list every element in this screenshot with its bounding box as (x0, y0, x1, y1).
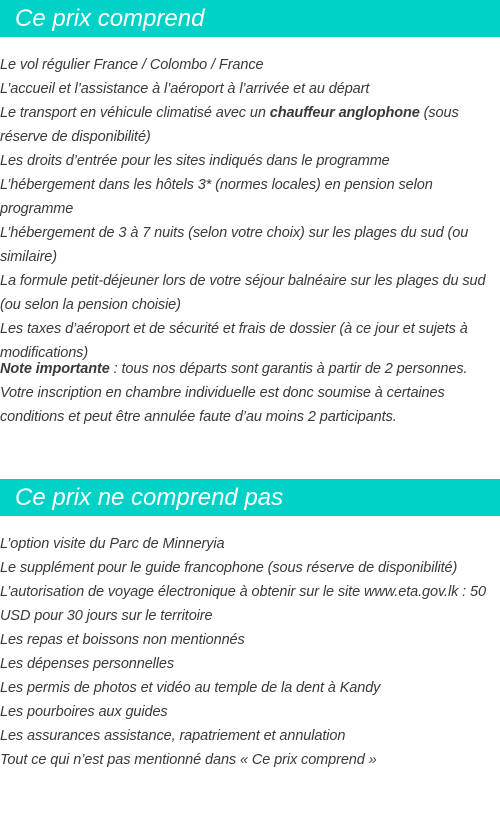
list-item: Les repas et boissons non mentionnés (0, 632, 245, 648)
list-item-text: Le transport en véhicule climatisé avec un (0, 105, 270, 121)
list-item: Tout ce qui n’est pas mentionné dans « Ce prix comprend » (0, 752, 377, 768)
list-item: La formule petit-déjeuner lors de votre séjour balnéaire sur les plages du sud (ou selon la pension choisie) (0, 273, 486, 313)
list-item: Les droits d’entrée pour les sites indiqués dans le programme (0, 153, 390, 169)
list-item: Le supplément pour le guide francophone (sous réserve de disponibilité) (0, 560, 458, 576)
note-label: Note importante (0, 361, 110, 377)
list-item: L’hébergement dans les hôtels 3* (normes locales) en pension selon programme (0, 177, 433, 217)
list-item: L’hébergement de 3 à 7 nuits (selon votre choix) sur les plages du sud (ou similaire) (0, 225, 469, 265)
important-note (0, 357, 500, 429)
list-item: Les dépenses personnelles (0, 656, 175, 672)
list-item: Les assurances assistance, rapatriement et annulation (0, 728, 346, 744)
list-item (0, 101, 500, 149)
included-list (0, 53, 500, 365)
list-item: L’autorisation de voyage électronique à obtenir sur le site www.eta.gov.lk : 50 USD pour 30 jours sur le territoire (0, 584, 486, 624)
list-item: Les taxes d’aéroport et de sécurité et frais de dossier (à ce jour et sujets à modifications) (0, 321, 468, 361)
list-item-bold-text: chauffeur anglophone (269, 105, 420, 121)
excluded-section-title: Ce prix ne comprend pas (0, 479, 500, 516)
list-item-text: (sous réserve de disponibilité) (0, 105, 459, 145)
list-item: Les permis de photos et vidéo au temple de la dent à Kandy (0, 680, 381, 696)
list-item: Les pourboires aux guides (0, 704, 168, 720)
included-section-title: Ce prix comprend (0, 0, 500, 37)
note-text: : tous nos départs sont garantis à partir de 2 personnes. Votre inscription en chambre individuelle est donc soumise à certaines conditions et peut être annulée faute d’au moins 2 participants. (0, 361, 468, 425)
list-item: L’accueil et l’assistance à l’aéroport à l’arrivée et au départ (0, 81, 370, 97)
list-item: L’option visite du Parc de Minneryia (0, 536, 225, 552)
list-item: Le vol régulier France / Colombo / France (0, 57, 264, 73)
excluded-list (0, 532, 500, 772)
